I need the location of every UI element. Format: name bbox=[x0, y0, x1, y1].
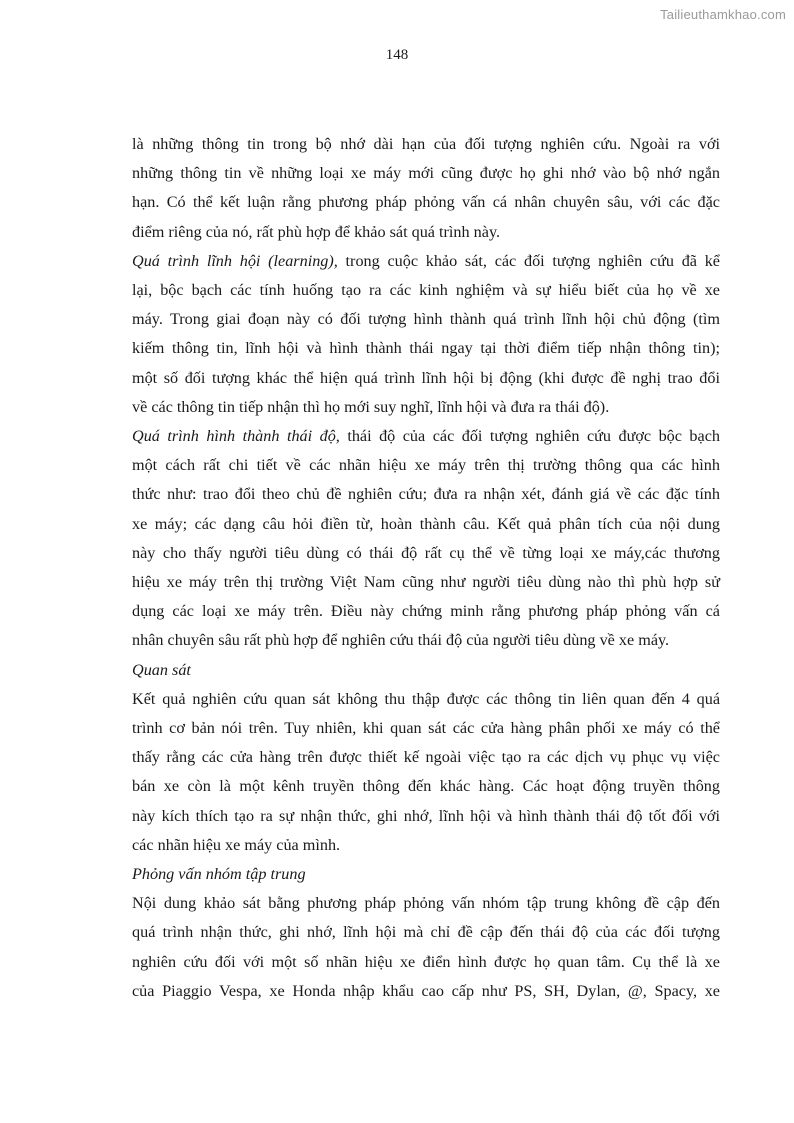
text-line: này kích thích tạo ra sự nhận thức, ghi nhớ, lĩnh hội và hình thành thái độ tốt đối với bbox=[132, 806, 720, 825]
text-line: một số đối tượng khác thể hiện quá trình lĩnh hội bị động (khi được đề nghị trao đổi bbox=[132, 368, 720, 387]
paragraph-attitude-formation bbox=[132, 422, 720, 656]
text-line: một cách rất chi tiết về các nhãn hiệu xe máy trên thị trường thông qua các hình bbox=[132, 456, 720, 475]
paragraph-focus-group bbox=[132, 889, 720, 1006]
section-heading-focus-group: Phỏng vấn nhóm tập trung bbox=[132, 865, 306, 884]
text-line: lại, bộc bạch các tính huống tạo ra các kinh nghiệm và sự hiểu biết của họ về xe bbox=[132, 281, 720, 300]
text-line bbox=[132, 422, 720, 451]
text-line: những thông tin về những loại xe máy mới cũng được họ ghi nhớ vào bộ nhớ ngắn bbox=[132, 164, 720, 183]
text-line: điểm riêng của nó, rất phù hợp để khảo sát quá trình này. bbox=[132, 222, 501, 241]
term-attitude-formation: Quá trình hình thành thái độ, bbox=[132, 427, 340, 446]
text-line: trình cơ bản nói trên. Tuy nhiên, khi quan sát các cửa hàng phân phối xe máy có thể bbox=[132, 719, 720, 738]
text-fragment: thái độ của các đối tượng nghiên cứu được bộc bạch bbox=[339, 427, 720, 446]
text-line: thức như: trao đổi theo chủ đề nghiên cứu; đưa ra nhận xét, đánh giá về các đặc tính bbox=[132, 485, 720, 504]
text-line: kiếm thông tin, lĩnh hội và hình thành thái ngay tại thời điểm tiếp nhận thông tin); bbox=[132, 339, 720, 358]
text-line: hạn. Có thể kết luận rằng phương pháp phỏng vấn cá nhân chuyên sâu, với các đặc bbox=[132, 193, 720, 212]
paragraph-observation-results bbox=[132, 685, 720, 860]
text-line: của Piaggio Vespa, xe Honda nhập khẩu cao cấp như PS, SH, Dylan, @, Spacy, xe bbox=[132, 981, 720, 1000]
text-line: thấy rằng các cửa hàng trên được thiết kế ngoài việc tạo ra các dịch vụ phục vụ việc bbox=[132, 748, 720, 767]
watermark: Tailieuthamkhao.com bbox=[660, 7, 786, 22]
term-learning-process: Quá trình lĩnh hội (learning), bbox=[132, 251, 338, 270]
text-line: bán xe còn là một kênh truyền thông đến khác hàng. Các hoạt động truyền thông bbox=[132, 777, 720, 796]
text-line: là những thông tin trong bộ nhớ dài hạn của đối tượng nghiên cứu. Ngoài ra với bbox=[132, 135, 720, 153]
document-body bbox=[132, 130, 720, 1006]
text-line: dụng các loại xe máy trên. Điều này chứng minh rằng phương pháp phỏng vấn cá bbox=[132, 602, 720, 621]
paragraph-memory-conclusion bbox=[132, 130, 720, 247]
paragraph-learning-process bbox=[132, 247, 720, 422]
page-number: 148 bbox=[385, 47, 409, 63]
section-heading-observation: Quan sát bbox=[132, 660, 191, 679]
text-fragment: trong cuộc khảo sát, các đối tượng nghiên cứu đã kể bbox=[337, 251, 720, 270]
text-line: máy. Trong giai đoạn này có đối tượng hình thành quá trình lĩnh hội chủ động (tìm bbox=[132, 310, 720, 329]
text-line: này cho thấy người tiêu dùng có thái độ rất cụ thể về từng loại xe máy,các thương bbox=[132, 543, 720, 562]
text-line: Nội dung khảo sát bằng phương pháp phỏng vấn nhóm tập trung không đề cập đến bbox=[132, 894, 720, 913]
text-line: nghiên cứu đối với một số nhãn hiệu xe điển hình được họ quan tâm. Cụ thể là xe bbox=[132, 952, 720, 971]
text-line: nhân chuyên sâu rất phù hợp để nghiên cứu thái độ của người tiêu dùng về xe máy. bbox=[132, 631, 670, 650]
text-line: về các thông tin tiếp nhận thì họ mới suy nghĩ, lĩnh hội và đưa ra thái độ). bbox=[132, 397, 610, 416]
text-line: các nhãn hiệu xe máy của mình. bbox=[132, 835, 341, 854]
text-line: hiệu xe máy trên thị trường Việt Nam cũng như người tiêu dùng nào thì phù hợp sử bbox=[132, 573, 720, 592]
text-line bbox=[132, 247, 720, 276]
text-line: quá trình nhận thức, ghi nhớ, lĩnh hội mà chỉ đề cập đến thái độ của các đối tượng bbox=[132, 923, 720, 942]
text-line: Kết quả nghiên cứu quan sát không thu thập được các thông tin liên quan đến 4 quá bbox=[132, 689, 720, 708]
text-line: xe máy; các dạng câu hỏi điền từ, hoàn thành câu. Kết quả phân tích của nội dung bbox=[132, 514, 720, 533]
